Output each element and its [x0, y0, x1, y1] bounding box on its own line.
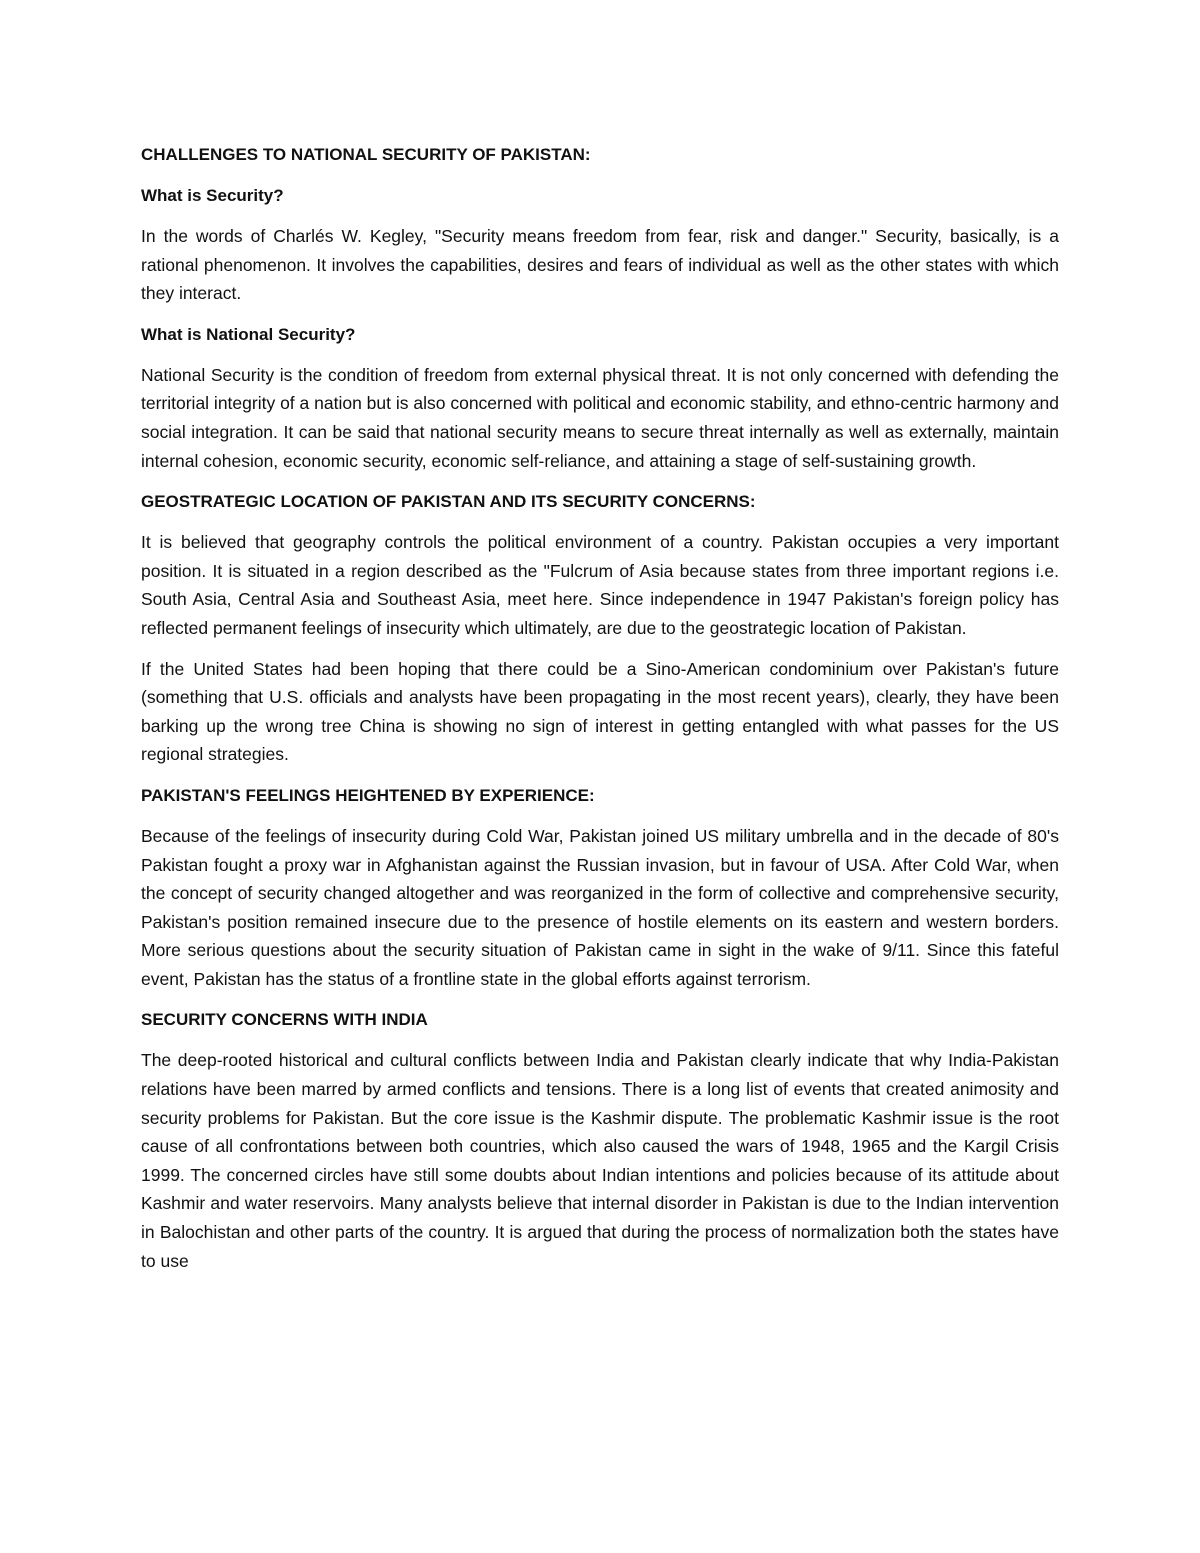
- section-heading: What is National Security?: [141, 324, 356, 344]
- page-title: CHALLENGES TO NATIONAL SECURITY OF PAKISTAN:: [141, 145, 591, 164]
- paragraph: The deep-rooted historical and cultural conflicts between India and Pakistan clearly indicate that why India-Pakistan relations have been marred by armed conflicts and tensions. There is a long list of events that created animosity and security problems for Pakistan. But the core issue is the Kashmir dispute. The problematic Kashmir issue is the root cause of all confrontations between both countries, which also caused the wars of 1948, 1965 and the Kargil Crisis 1999. The concerned circles have still some doubts about Indian intentions and policies because of its attitude about Kashmir and water reservoirs. Many analysts believe that internal disorder in Pakistan is due to the Indian intervention in Balochistan and other parts of the country. It is argued that during the process of normalization both the states have to use: [141, 1050, 1059, 1271]
- paragraph: In the words of Charlés W. Kegley, "Security means freedom from fear, risk and danger." Security, basically, is a rational phenomenon. It involves the capabilities, desires and fears of individual as well as the other states with which they interact.: [141, 226, 1059, 304]
- section-heading: What is Security?: [141, 186, 284, 205]
- section-heading: SECURITY CONCERNS WITH INDIA: [141, 1010, 428, 1030]
- paragraph: Because of the feelings of insecurity during Cold War, Pakistan joined US military umbrella and in the decade of 80's Pakistan fought a proxy war in Afghanistan against the Russian invasion, but in favour of USA. After Cold War, when the concept of security changed altogether and was reorganized in the form of collective and comprehensive security, Pakistan's position remained insecure due to the presence of hostile elements on its eastern and western borders. More serious questions about the security situation of Pakistan came in sight in the wake of 9/11. Since this fateful event, Pakistan has the status of a frontline state in the global efforts against terrorism.: [141, 825, 1059, 989]
- paragraph: It is believed that geography controls the political environment of a country. Pakistan occupies a very important position. It is situated in a region described as the "Fulcrum of Asia because states from three important regions i.e. South Asia, Central Asia and Southeast Asia, meet here. Since independence in 1947 Pakistan's foreign policy has reflected permanent feelings of insecurity which ultimately, are due to the geostrategic location of Pakistan.: [141, 532, 1059, 638]
- paragraph: National Security is the condition of freedom from external physical threat. It is not only concerned with defending the territorial integrity of a nation but is also concerned with political and economic stability, and ethno-centric harmony and social integration. It can be said that national security means to secure threat internally as well as externally, maintain internal cohesion, economic security, economic self-reliance, and attaining a stage of self-sustaining growth.: [141, 364, 1059, 471]
- document-body: [141, 140, 1059, 1287]
- paragraph: If the United States had been hoping that there could be a Sino-American condominium over Pakistan's future (something that U.S. officials and analysts have been propagating in the most recent years), clearly, they have been barking up the wrong tree China is showing no sign of interest in getting entangled with what passes for the US regional strategies.: [141, 658, 1059, 765]
- section-heading: PAKISTAN'S FEELINGS HEIGHTENED BY EXPERIENCE:: [141, 785, 595, 805]
- section-heading: GEOSTRATEGIC LOCATION OF PAKISTAN AND ITS SECURITY CONCERNS:: [141, 492, 756, 512]
